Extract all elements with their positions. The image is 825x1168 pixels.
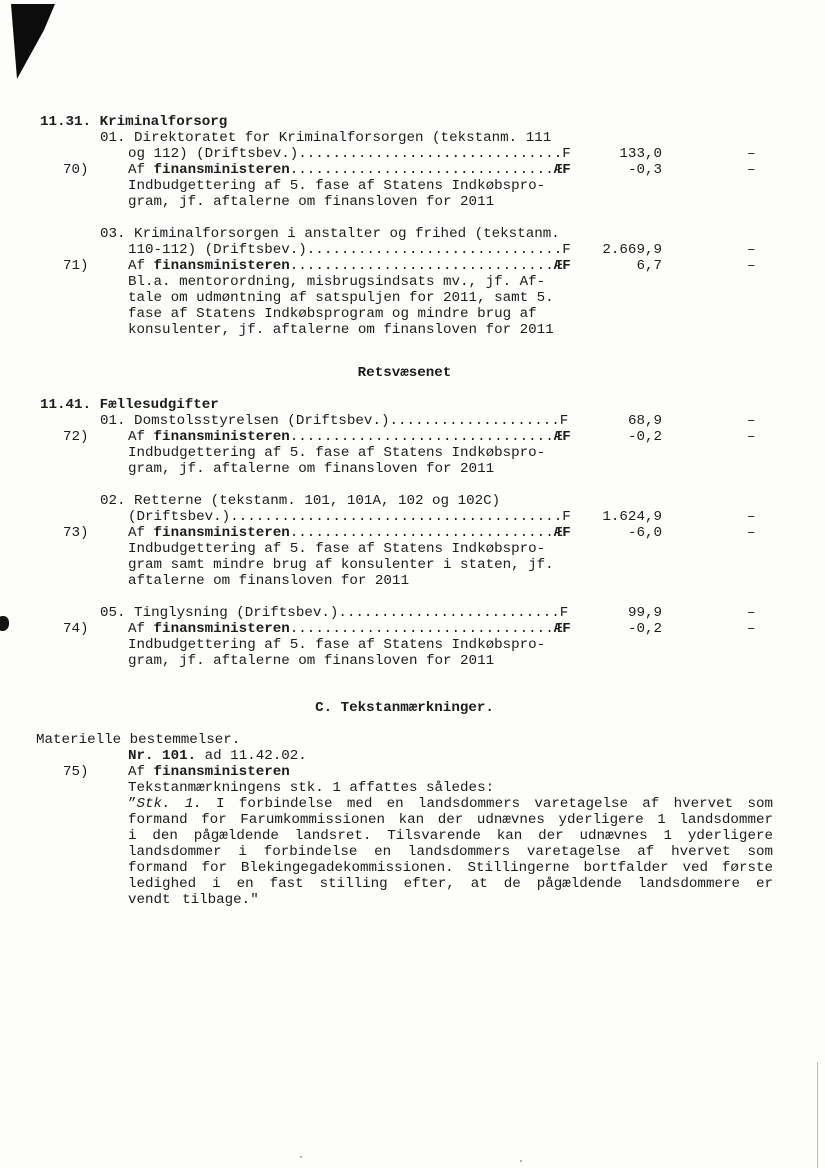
row-text [128, 621, 571, 637]
entry-02-desc [0, 573, 825, 589]
adjustment-row-73 [0, 525, 825, 541]
center-heading-tekstanmaerkninger [0, 700, 825, 716]
dot-leader: .......................... [338, 605, 560, 621]
dash-value: – [747, 509, 756, 525]
dash-value: – [747, 258, 756, 274]
row-number: 75) [63, 764, 89, 780]
entry-text: og 112) (Driftsbev.) [128, 146, 299, 162]
document-content [0, 114, 825, 908]
desc-text: Indbudgettering af 5. fase af Statens Indkøbspro- [128, 541, 546, 557]
entry-01-desc [0, 461, 825, 477]
dot-leader: ............................... [289, 429, 554, 445]
entry-02-desc [0, 557, 825, 573]
adjustment-row-74 [0, 621, 825, 637]
af-label: Af [128, 162, 154, 178]
dash-value: – [747, 413, 756, 429]
desc-text: fase af Statens Indkøbsprogram og mindre brug af [128, 306, 537, 322]
dash-value: – [747, 429, 756, 445]
adjustment-row-72 [0, 429, 825, 445]
scan-speck [520, 1160, 522, 1162]
row-text [128, 764, 290, 780]
minister-name: finansministeren [153, 764, 290, 780]
dash-value: – [747, 605, 756, 621]
row-number: 74) [63, 621, 89, 637]
af-label: Af [128, 429, 154, 445]
center-heading-retsvaesenet [0, 365, 825, 381]
amount-value: -0,2 [627, 429, 662, 445]
row-text [128, 429, 571, 445]
entry-text: 02. Retterne (tekstanm. 101, 101A, 102 og 102C) [100, 493, 501, 509]
entry-01-desc [0, 445, 825, 461]
af-label: Af [128, 764, 154, 780]
amount-value: 1.624,9 [602, 509, 662, 525]
amount-value: 99,9 [627, 605, 662, 621]
desc-text: gram, jf. aftalerne om finansloven for 2011 [128, 461, 495, 477]
minister-name: finansministeren [153, 258, 290, 274]
scan-speck [300, 1156, 302, 1158]
nr-label: Nr. 101. [128, 748, 197, 764]
row-number: 71) [63, 258, 89, 274]
entry-05-desc [0, 637, 825, 653]
dot-leader: .............................. [306, 242, 563, 258]
desc-text: gram, jf. aftalerne om finansloven for 2011 [128, 194, 495, 210]
entry-01-desc [0, 178, 825, 194]
row-text [128, 525, 571, 541]
entry-02-desc [0, 541, 825, 557]
desc-text: Indbudgettering af 5. fase af Statens Indkøbspro- [128, 178, 546, 194]
entry-01-leader-line [0, 146, 825, 162]
heading-text: C. Tekstanmærkninger. [315, 700, 494, 716]
nr-ref: ad 11.42.02. [196, 748, 307, 764]
section-heading-text: 11.41. Fællesudgifter [40, 397, 219, 413]
desc-text: Indbudgettering af 5. fase af Statens Indkøbspro- [128, 445, 546, 461]
entry-text: 05. Tinglysning (Driftsbev.) [100, 605, 339, 621]
dot-leader: ............................... [289, 162, 554, 178]
nr-line [0, 748, 825, 764]
minister-name: finansministeren [153, 429, 290, 445]
dash-value: – [747, 242, 756, 258]
minister-name: finansministeren [153, 525, 290, 541]
dash-value: – [747, 146, 756, 162]
desc-text: konsulenter, jf. aftalerne om finansloven for 2011 [128, 322, 554, 338]
row-text [128, 258, 571, 274]
entry-text: (Driftsbev.) [128, 509, 231, 525]
section-heading-1141 [0, 397, 825, 413]
amount-value: -0,3 [627, 162, 662, 178]
entry-05-desc [0, 653, 825, 669]
corner-ink-triangle [4, 2, 74, 87]
intro-text: Tekstanmærkningens stk. 1 affattes således: [128, 780, 495, 796]
af-label: Af [128, 525, 154, 541]
entry-03-leader-line [0, 242, 825, 258]
dot-leader: ....................................... [230, 509, 563, 525]
minister-name: finansministeren [153, 621, 290, 637]
entry-03-desc [0, 306, 825, 322]
entry-01-desc [0, 194, 825, 210]
dash-value: – [747, 525, 756, 541]
note-intro-line [0, 780, 825, 796]
entry-01-line1 [0, 130, 825, 146]
entry-02-line1 [0, 493, 825, 509]
quote-body-text: I forbindelse med en landsdommers varetagelse af hvervet som formand for Farumkommissionen kan der udnævnes yderligere 1 landsdommer i den pågældende landsret. Tilsvarende kan der udnævnes 1 yderligere landsdommer i forbindelse en landsdommers varetagelse af hvervet som formand for Blekingegadekommissionen. Stillingerne bortfalder ved første ledighed i en fast stilling efter, at de pågældende landsdommere er vendt tilbage." [128, 796, 773, 908]
desc-text: gram, jf. aftalerne om finansloven for 2011 [128, 653, 495, 669]
budget-marker-aef: ÆF [553, 258, 571, 274]
amount-value: 6,7 [636, 258, 662, 274]
af-label: Af [128, 621, 154, 637]
adjustment-row-75 [0, 764, 825, 780]
quote-paragraph [128, 796, 773, 908]
dash-value: – [747, 621, 756, 637]
open-quote: ” [128, 796, 137, 812]
entry-text: 01. Direktoratet for Kriminalforsorgen (tekstanm. 111 [100, 130, 552, 146]
stk-label: Stk. 1. [136, 796, 202, 812]
adjustment-row-71 [0, 258, 825, 274]
budget-marker-f: F [559, 605, 569, 621]
desc-text: gram samt mindre brug af konsulenter i staten, jf. [128, 557, 554, 573]
entry-03-desc [0, 274, 825, 290]
budget-marker-f: F [562, 509, 571, 525]
section-heading-text: 11.31. Kriminalforsorg [40, 114, 228, 130]
dot-leader: ............................... [298, 146, 563, 162]
amount-value: -6,0 [627, 525, 662, 541]
adjustment-row-70 [0, 162, 825, 178]
entry-text: 03. Kriminalforsorgen i anstalter og frihed (tekstanm. [100, 226, 560, 242]
entry-02-leader-line [0, 509, 825, 525]
dot-leader: ............................... [289, 621, 554, 637]
amount-value: -0,2 [627, 621, 662, 637]
budget-marker-aef: ÆF [553, 429, 571, 445]
desc-text: Bl.a. mentorordning, misbrugsindsats mv., jf. Af- [128, 274, 546, 290]
af-label: Af [128, 258, 154, 274]
budget-marker-f: F [562, 242, 571, 258]
materielle-line [0, 732, 825, 748]
entry-03-desc [0, 290, 825, 306]
budget-marker-aef: ÆF [553, 621, 571, 637]
entry-03-line1 [0, 226, 825, 242]
desc-text: Indbudgettering af 5. fase af Statens Indkøbspro- [128, 637, 546, 653]
desc-text: tale om udmøntning af satspuljen for 2011, samt 5. [128, 290, 554, 306]
entry-05-leader-line [0, 605, 825, 621]
row-number: 70) [63, 162, 89, 178]
row-number: 72) [63, 429, 89, 445]
dot-leader: .................... [389, 413, 560, 429]
entry-01-leader-line [0, 413, 825, 429]
amount-value: 2.669,9 [602, 242, 662, 258]
minister-name: finansministeren [153, 162, 290, 178]
dot-leader: ............................... [289, 525, 554, 541]
dot-leader: ............................... [289, 258, 554, 274]
amount-value: 133,0 [619, 146, 662, 162]
dash-value: – [747, 162, 756, 178]
budget-marker-aef: ÆF [553, 525, 571, 541]
budget-marker-aef: ÆF [553, 162, 571, 178]
entry-03-desc [0, 322, 825, 338]
row-number: 73) [63, 525, 89, 541]
budget-marker-f: F [562, 146, 571, 162]
budget-marker-f: F [559, 413, 569, 429]
entry-text: 110-112) (Driftsbev.) [128, 242, 307, 258]
materielle-text: Materielle bestemmelser. [36, 732, 241, 748]
amount-value: 68,9 [627, 413, 662, 429]
row-text [128, 162, 571, 178]
desc-text: aftalerne om finansloven for 2011 [128, 573, 409, 589]
scan-edge-line [817, 1062, 818, 1168]
heading-text: Retsvæsenet [357, 365, 452, 381]
section-heading-1131 [0, 114, 825, 130]
entry-text: 01. Domstolsstyrelsen (Driftsbev.) [100, 413, 390, 429]
